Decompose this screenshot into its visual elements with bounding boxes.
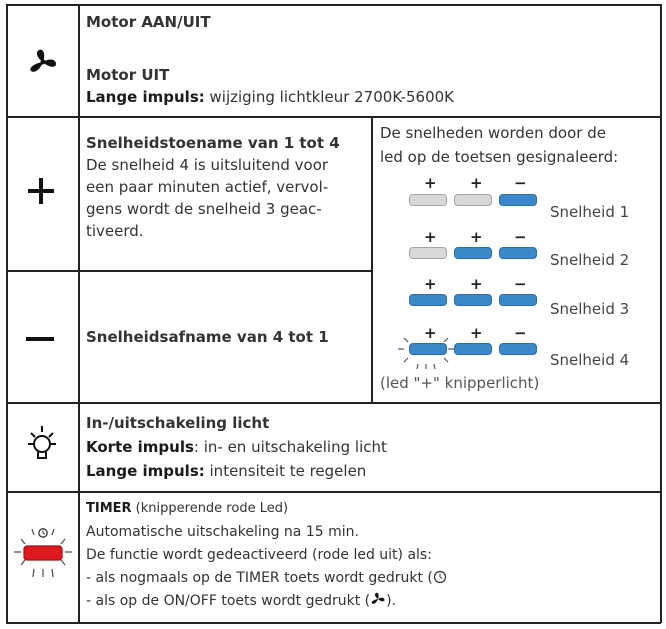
light-long-label: Lange impuls: (86, 462, 205, 480)
clock-icon (433, 570, 447, 584)
led-indicator (409, 247, 447, 259)
motor-subtitle: Motor UIT (86, 66, 170, 84)
timer-led-icon (12, 525, 74, 581)
plus-line: De snelheid 4 is uitsluitend voor (86, 156, 329, 174)
timer-line: Automatische uitschakeling na 15 min. (86, 524, 359, 540)
timer-title-bold: TIMER (86, 501, 132, 516)
row-divider (6, 270, 372, 272)
table-border-right (660, 4, 662, 623)
timer-line-fan (86, 590, 396, 612)
led-indicator (499, 194, 537, 206)
motor-title: Motor AAN/UIT (86, 13, 211, 31)
timer-title (86, 498, 288, 520)
speed-label: Snelheid 1 (550, 203, 630, 221)
row-divider (6, 491, 661, 493)
timer-line-end: ). (386, 593, 397, 609)
table-border-bottom (6, 622, 661, 624)
speeds-intro: De snelheden worden door de (380, 124, 606, 142)
plus-sign-label: + (424, 275, 437, 293)
minus-sign-label: − (514, 174, 527, 192)
icon-column-divider (78, 4, 80, 623)
plus-sign-label: + (470, 324, 483, 342)
led-indicator (454, 247, 492, 259)
speeds-column-divider (371, 116, 373, 403)
minus-title: Snelheidsafname van 4 tot 1 (86, 328, 329, 346)
minus-icon (26, 337, 54, 343)
plus-line: een paar minuten actief, vervol- (86, 178, 329, 196)
plus-sign-label: + (470, 174, 483, 192)
plus-sign-label: + (424, 174, 437, 192)
led-indicator (499, 294, 537, 306)
timer-line-text: - als nogmaals op de TIMER toets wordt gedrukt ( (86, 570, 433, 586)
motor-long-label: Lange impuls: (86, 88, 205, 106)
light-title: In-/uitschakeling licht (86, 414, 270, 432)
timer-title-rest: (knipperende rode Led) (131, 501, 289, 516)
motor-long-text: wijziging lichtkleur 2700K-5600K (204, 88, 455, 106)
light-short-label: Korte impuls (86, 438, 194, 456)
bulb-icon (24, 424, 60, 464)
led-indicator (409, 294, 447, 306)
plus-line: gens wordt de snelheid 3 geac- (86, 200, 322, 218)
table-border-left (6, 4, 8, 623)
minus-sign-label: − (514, 228, 527, 246)
plus-icon (28, 178, 54, 204)
light-long-text: intensiteit te regelen (204, 462, 367, 480)
speed-label: Snelheid 4 (550, 351, 630, 369)
led-indicator (454, 294, 492, 306)
led-indicator (454, 194, 492, 206)
minus-sign-label: − (514, 324, 527, 342)
led-indicator (499, 247, 537, 259)
row-divider (6, 402, 661, 404)
minus-sign-label: − (514, 275, 527, 293)
light-long-impulse (86, 460, 366, 482)
plus-title: Snelheidstoename van 1 tot 4 (86, 134, 340, 152)
table-border-top (6, 4, 661, 6)
plus-sign-label: + (424, 324, 437, 342)
row-divider (6, 116, 661, 118)
fan-icon (370, 592, 386, 607)
plus-sign-label: + (424, 228, 437, 246)
light-short-text: : in- en uitschakeling licht (193, 438, 387, 456)
plus-sign-label: + (470, 275, 483, 293)
motor-long-impulse (86, 86, 454, 108)
fan-icon (27, 48, 59, 78)
led-indicator (454, 343, 492, 355)
speeds-intro: led op de toetsen gesignaleerd: (380, 148, 619, 166)
plus-line: tiveerd. (86, 222, 144, 240)
led-indicator (499, 343, 537, 355)
timer-line-text: - als op de ON/OFF toets wordt gedrukt ( (86, 593, 371, 609)
speed-label: Snelheid 2 (550, 251, 630, 269)
speeds-note: (led "+" knipperlicht) (380, 374, 540, 392)
led-indicator (409, 194, 447, 206)
timer-line: De functie wordt gedeactiveerd (rode led uit) als: (86, 547, 432, 563)
speed-label: Snelheid 3 (550, 300, 630, 318)
light-short-impulse (86, 436, 387, 458)
plus-sign-label: + (470, 228, 483, 246)
led-indicator (409, 343, 447, 355)
timer-line-clock (86, 567, 447, 589)
